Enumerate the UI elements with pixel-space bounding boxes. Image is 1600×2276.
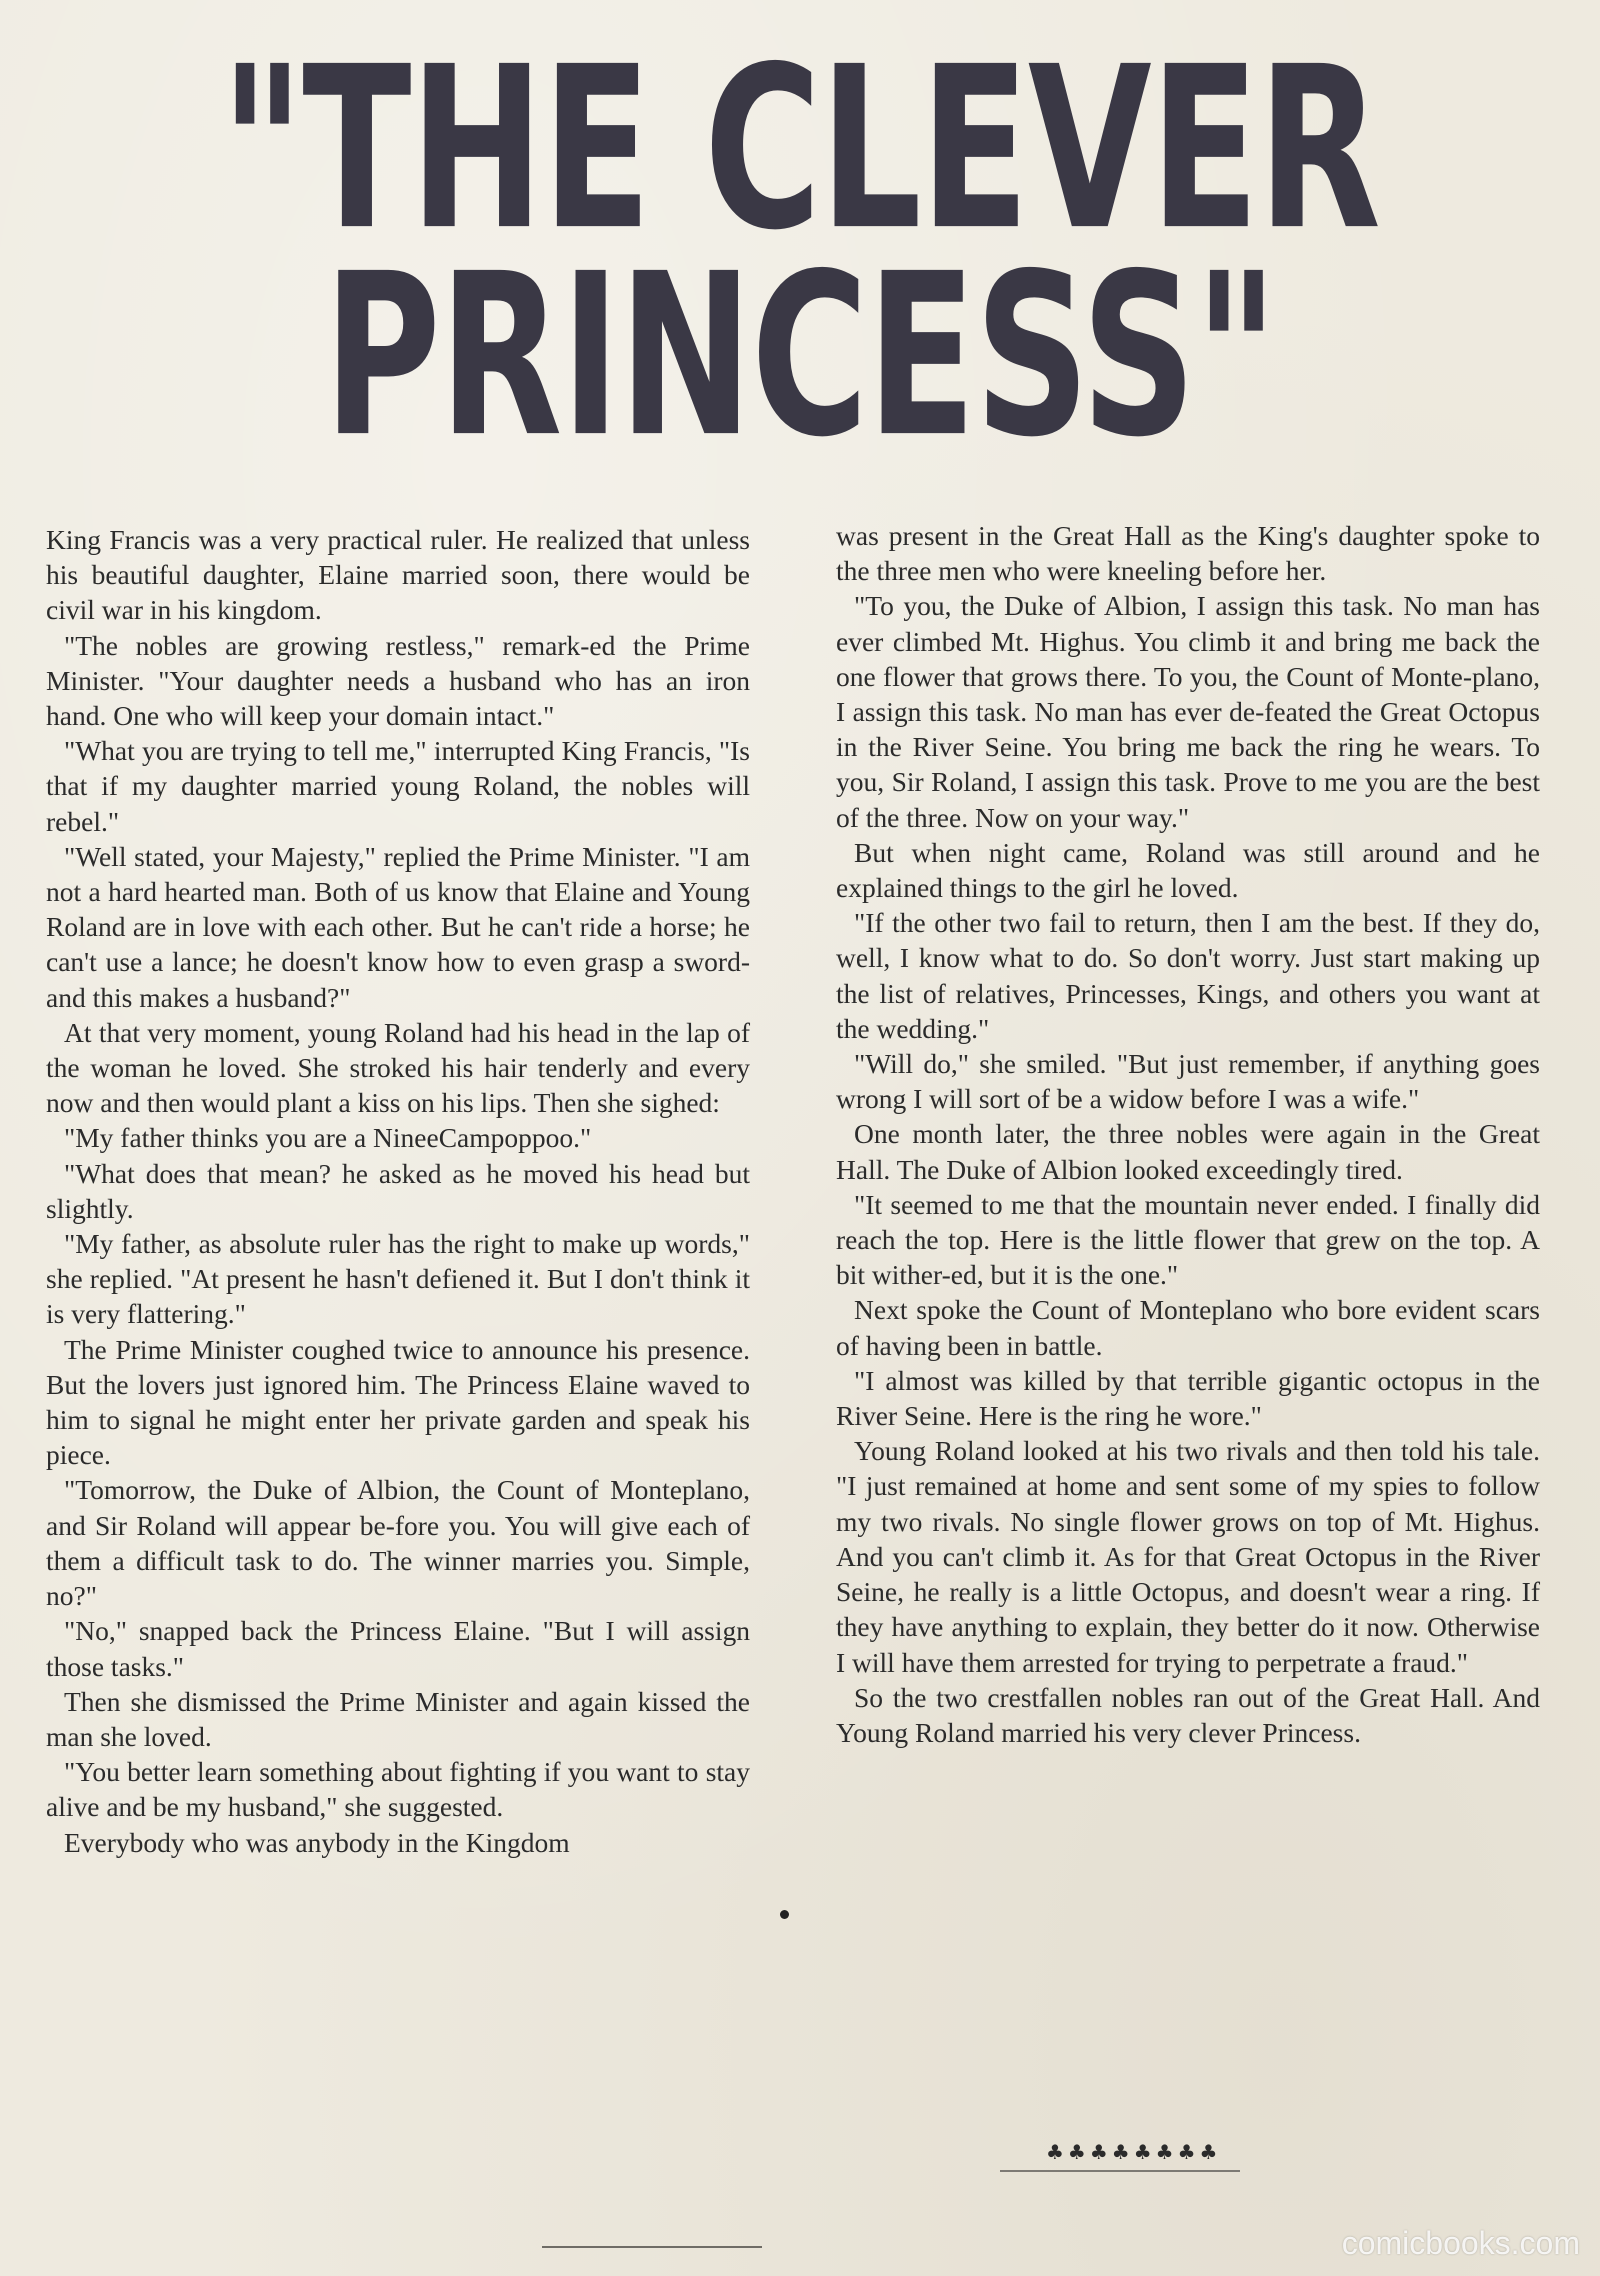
ink-dot (780, 1910, 789, 1919)
end-ornament: ♣♣♣♣♣♣♣♣ (1046, 2140, 1222, 2164)
right-text-column (836, 518, 1540, 1750)
paragraph: Next spoke the Count of Monteplano who bore evident scars of having been in battle. (836, 1294, 1540, 1361)
paragraph: "Tomorrow, the Duke of Albion, the Count of Monteplano, and Sir Roland will appear be-fore you. You will give each of them a difficult task to do. The winner marries you. Simple, no?" (46, 1474, 750, 1612)
paragraph: "I almost was killed by that terrible gigantic octopus in the River Seine. Here is the ring he wore." (836, 1364, 1540, 1432)
paragraph: So the two crestfallen nobles ran out of the Great Hall. And Young Roland married his very clever Princess. (836, 1681, 1540, 1748)
paragraph: "The nobles are growing restless," remark-ed the Prime Minister. "Your daughter needs a husband who has an iron hand. One who will keep your domain intact." (46, 629, 750, 732)
paragraph: was present in the Great Hall as the King's daughter spoke to the three men who were kneeling before her. (836, 520, 1540, 587)
paragraph: "What does that mean? he asked as he moved his head but slightly. (46, 1157, 750, 1224)
title-line-1: "THE CLEVER (220, 18, 1380, 280)
paragraph: "My father, as absolute ruler has the right to make up words," she replied. "At present he hasn't defiened it. But I don't think it is very flattering." (46, 1228, 750, 1330)
paragraph: "What you are trying to tell me," interrupted King Francis, "Is that if my daughter married young Roland, the nobles will rebel." (46, 735, 750, 837)
paragraph: "If the other two fail to return, then I am the best. If they do, well, I know what to do. So don't worry. Just start making up the list of relatives, Princesses, Kings, and others you want at the wedding." (836, 907, 1540, 1044)
paragraph: "It seemed to me that the mountain never ended. I finally did reach the top. Here is the little flower that grew on the top. A bit wither-ed, but it is the one." (836, 1188, 1540, 1291)
paragraph: One month later, the three nobles were again in the Great Hall. The Duke of Albion looked exceedingly tired. (836, 1118, 1540, 1185)
paragraph: "Well stated, your Majesty," replied the Prime Minister. "I am not a hard hearted man. Both of us know that Elaine and Young Roland are in love with each other. But he can't ride a horse; he can't use a lance; he doesn't know how to even grasp a sword-and this makes a husband?" (46, 840, 750, 1013)
paragraph: "No," snapped back the Princess Elaine. "But I will assign those tasks." (46, 1615, 750, 1682)
paragraph: "My father thinks you are a NineeCampoppoo." (64, 1122, 592, 1154)
paragraph: The Prime Minister coughed twice to announce his presence. But the lovers just ignored him. The Princess Elaine waved to him to signal he might enter her private garden and speak his piece. (46, 1333, 750, 1471)
footer-rule (542, 2246, 762, 2248)
watermark: comicbooks.com (1341, 2225, 1580, 2261)
paragraph: Then she dismissed the Prime Minister and again kissed the man she loved. (46, 1685, 750, 1752)
left-text-column (46, 522, 750, 1860)
paragraph: "To you, the Duke of Albion, I assign this task. No man has ever climbed Mt. Highus. You climb it and bring me back the one flower that grows there. To you, the Count of Monte-plano, I assign this task. No man has ever de-feated the Great Octopus in the River Seine. You bring me back the ring he wears. To you, Sir Roland, I assign this task. Prove to me you are the best of the three. Now on your way." (836, 590, 1540, 833)
paragraph: "Will do," she smiled. "But just remember, if anything goes wrong I will sort of be a widow before I was a wife." (836, 1048, 1540, 1115)
paragraph: Young Roland looked at his two rivals and then told his tale. "I just remained at home and sent some of my spies to follow my two rivals. No single flower grows on top of Mt. Highus. And you can't climb it. As for that Great Octopus in the River Seine, he really is a little Octopus, and doesn't wear a ring. If they have anything to explain, they better do it now. Otherwise I will have them arrested for trying to perpetrate a fraud." (836, 1435, 1540, 1678)
paragraph: Everybody who was anybody in the Kingdom (64, 1826, 570, 1858)
title-line-2: PRINCESS" (323, 225, 1277, 487)
paragraph: But when night came, Roland was still around and he explained things to the girl he loved. (836, 836, 1540, 904)
paragraph: At that very moment, young Roland had his head in the lap of the woman he loved. She stroked his hair tenderly and every now and then would plant a kiss on his lips. Then she sighed: (46, 1016, 750, 1119)
paragraph: King Francis was a very practical ruler. He realized that unless his beautiful daughter, Elaine married soon, there would be civil war in his kingdom. (46, 524, 750, 626)
ornament-rule (1000, 2170, 1240, 2172)
paragraph: "You better learn something about fighting if you want to stay alive and be my husband," she suggested. (46, 1756, 750, 1823)
